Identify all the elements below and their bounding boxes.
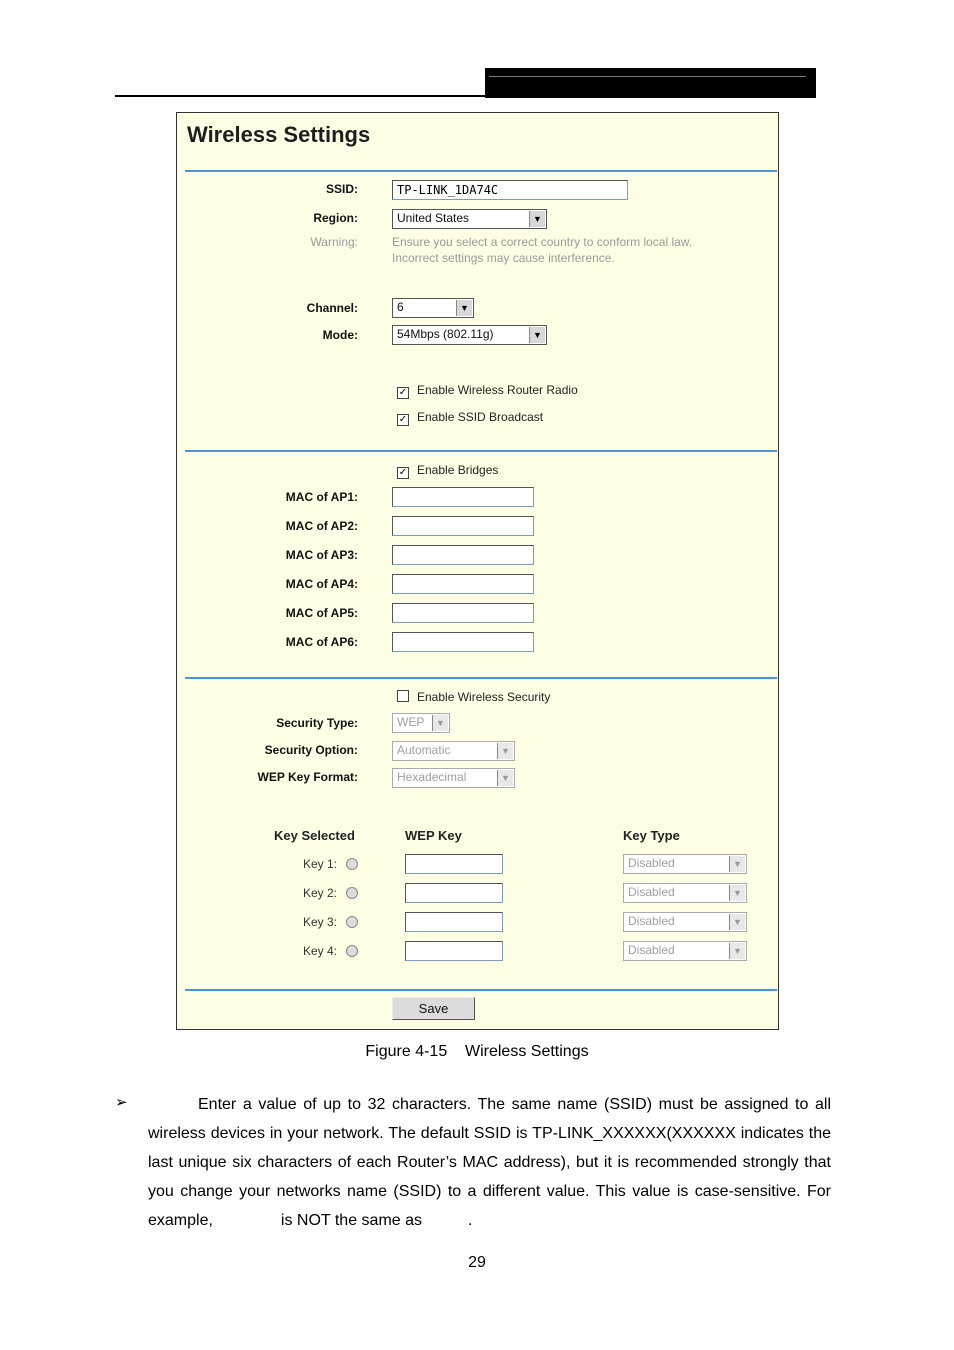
mac-ap1-input[interactable]: [392, 487, 534, 507]
chevron-down-icon: ▼: [497, 743, 513, 759]
checkbox-checked-icon: ✓: [398, 387, 408, 398]
security-type-select[interactable]: [392, 713, 450, 733]
region-label: Region:: [313, 211, 358, 225]
key3-input[interactable]: [405, 912, 503, 932]
enable-security-checkbox[interactable]: [397, 690, 550, 704]
key4-type-value: Disabled: [628, 943, 675, 957]
wep-key-header: WEP Key: [405, 828, 462, 843]
section-divider: [185, 170, 777, 172]
ssid-description-paragraph: [148, 1090, 831, 1235]
key3-radio[interactable]: [346, 916, 358, 928]
mac-ap3-input[interactable]: [392, 545, 534, 565]
paragraph-text-1: Enter a value of up to 32 characters. The same name (SSID) must be assigned to all wireless devices in your network. The default SSID is TP-LINK_XXXXXX(XXXXXX indicates the last unique six characters of each Router’s MAC address), but it is recommended strongly that you change your networks name (SSID) to a different value. This value is case-sensitive. For example,: [148, 1096, 831, 1229]
key2-input[interactable]: [405, 883, 503, 903]
mac-ap4-input[interactable]: [392, 574, 534, 594]
bullet-arrow-icon: ➢: [115, 1094, 128, 1111]
chevron-down-icon: ▼: [497, 770, 513, 786]
chevron-down-icon: ▼: [729, 914, 745, 930]
chevron-down-icon: ▼: [529, 211, 545, 227]
wireless-settings-panel: [176, 112, 779, 1030]
key1-input[interactable]: [405, 854, 503, 874]
checkbox-checked-icon: ✓: [398, 467, 408, 478]
security-option-label: Security Option:: [264, 743, 358, 757]
region-value: United States: [397, 211, 470, 225]
checkbox-checked-icon: ✓: [398, 414, 408, 425]
enable-ssid-broadcast-checkbox[interactable]: [397, 410, 543, 426]
key2-type-value: Disabled: [628, 885, 675, 899]
key-type-header: Key Type: [623, 828, 680, 843]
key1-type-value: Disabled: [628, 856, 675, 870]
mode-select[interactable]: [392, 325, 547, 345]
key1-label: Key 1:: [303, 857, 338, 871]
mac-ap3-label: MAC of AP3:: [285, 548, 358, 562]
save-button[interactable]: Save: [392, 997, 475, 1020]
key4-type-select[interactable]: [623, 941, 747, 961]
panel-title: Wireless Settings: [187, 122, 371, 147]
mac-ap2-label: MAC of AP2:: [285, 519, 358, 533]
chevron-down-icon: ▼: [529, 327, 545, 343]
security-type-label: Security Type:: [276, 716, 358, 730]
enable-radio-checkbox[interactable]: [397, 383, 578, 399]
chevron-down-icon: ▼: [456, 300, 472, 316]
mac-ap2-input[interactable]: [392, 516, 534, 536]
key1-radio[interactable]: [346, 858, 358, 870]
warning-text: [392, 234, 692, 266]
channel-value: 6: [397, 300, 404, 314]
mac-ap5-input[interactable]: [392, 603, 534, 623]
channel-label: Channel:: [306, 301, 358, 315]
wep-key-format-value: Hexadecimal: [397, 770, 467, 784]
checkbox-unchecked-icon: [397, 690, 409, 702]
chevron-down-icon: ▼: [432, 715, 448, 731]
key2-radio[interactable]: [346, 887, 358, 899]
channel-select[interactable]: [392, 298, 474, 318]
chevron-down-icon: ▼: [729, 856, 745, 872]
paragraph-text-2: is NOT the same as: [280, 1212, 423, 1229]
enable-ssid-broadcast-label: Enable SSID Broadcast: [417, 410, 544, 424]
mode-value: 54Mbps (802.11g): [397, 327, 494, 341]
key2-type-select[interactable]: [623, 883, 747, 903]
ssid-input[interactable]: TP-LINK_1DA74C: [392, 180, 628, 200]
section-divider: [185, 677, 777, 679]
security-type-value: WEP: [397, 715, 425, 729]
enable-bridges-label: Enable Bridges: [417, 463, 499, 477]
mac-ap4-label: MAC of AP4:: [285, 577, 358, 591]
key2-label: Key 2:: [303, 886, 338, 900]
header-bar: [485, 68, 816, 98]
region-select[interactable]: [392, 209, 547, 229]
ssid-label: SSID:: [325, 182, 358, 196]
mac-ap6-label: MAC of AP6:: [285, 635, 358, 649]
chevron-down-icon: ▼: [729, 943, 745, 959]
warning-line-2: Incorrect settings may cause interference.: [392, 251, 615, 265]
security-option-value: Automatic: [397, 743, 451, 757]
chevron-down-icon: ▼: [729, 885, 745, 901]
key-selected-header: Key Selected: [274, 828, 355, 843]
wep-key-format-select[interactable]: [392, 768, 515, 788]
warning-line-1: Ensure you select a correct country to conform local law.: [392, 235, 693, 249]
mac-ap6-input[interactable]: [392, 632, 534, 652]
section-divider: [185, 450, 777, 452]
key4-radio[interactable]: [346, 945, 358, 957]
mac-ap5-label: MAC of AP5:: [285, 606, 358, 620]
key4-input[interactable]: [405, 941, 503, 961]
key1-type-select[interactable]: [623, 854, 747, 874]
enable-security-label: Enable Wireless Security: [417, 690, 551, 704]
paragraph-text-3: .: [468, 1212, 473, 1229]
key4-label: Key 4:: [303, 944, 338, 958]
wep-key-format-label: WEP Key Format:: [257, 770, 358, 784]
section-divider: [185, 989, 777, 991]
mac-ap1-label: MAC of AP1:: [285, 490, 358, 504]
key3-type-select[interactable]: [623, 912, 747, 932]
key3-label: Key 3:: [303, 915, 338, 929]
mode-label: Mode:: [322, 328, 358, 342]
page-number: 29: [468, 1254, 486, 1271]
figure-caption: Figure 4-15 Wireless Settings: [365, 1043, 589, 1060]
header-rule: [115, 95, 485, 97]
key3-type-value: Disabled: [628, 914, 675, 928]
warning-label: Warning:: [310, 235, 358, 249]
security-option-select[interactable]: [392, 741, 515, 761]
enable-radio-label: Enable Wireless Router Radio: [417, 383, 578, 397]
enable-bridges-checkbox[interactable]: [397, 463, 498, 479]
